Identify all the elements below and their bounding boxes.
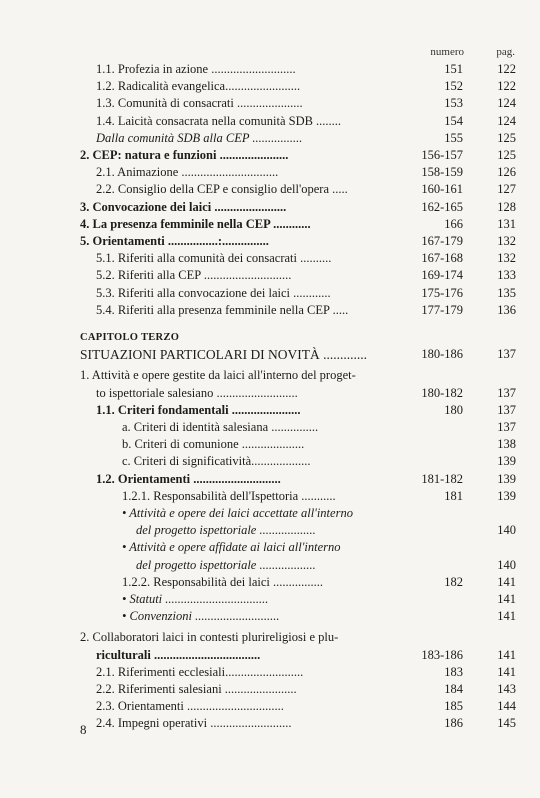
toc-entry-page: 137 [497, 385, 516, 400]
toc-row [0, 697, 540, 716]
toc-row [0, 384, 540, 403]
toc-entry-page: 132 [497, 251, 516, 266]
toc-entry-numero: 166 [444, 216, 463, 231]
toc-entry-title: • Attività e opere dei laici accettate all'interno [122, 506, 353, 520]
toc-entry-numero: 169-174 [421, 268, 463, 283]
toc-entry-page: 141 [497, 574, 516, 589]
toc-entry-numero: 160-161 [421, 182, 463, 197]
toc-row [0, 328, 540, 347]
toc-entry-page: 137 [497, 420, 516, 434]
toc-entry-title: 2.3. Orientamenti ............................... [96, 699, 284, 714]
toc-row [0, 628, 540, 647]
toc-row [0, 77, 540, 96]
toc-entry-numero: 153 [444, 96, 463, 111]
toc-entry-page: 133 [497, 268, 516, 283]
toc-entry-title: 2. Collaboratori laici in contesti plurireligiosi e plu- [80, 630, 339, 645]
toc-row [0, 232, 540, 251]
toc-entry-page: 122 [497, 62, 516, 76]
toc-entry-page: 144 [497, 699, 516, 714]
toc-entry-title: a. Criteri di identità salesiana ............... [122, 420, 319, 434]
toc-entry-numero: 181 [444, 488, 463, 503]
page-number: 8 [80, 722, 87, 737]
toc-entry-numero: 158-159 [421, 165, 463, 180]
toc-row [0, 301, 540, 320]
toc-entry-title: 1.1. Criteri fondamentali ...................... [96, 402, 301, 417]
toc-entry-page: 125 [497, 130, 516, 145]
toc-entry-page: 127 [497, 182, 516, 197]
toc-entry-numero: 180 [444, 402, 463, 417]
toc-entry-numero: 184 [444, 682, 463, 696]
toc-row [0, 163, 540, 182]
toc-entry-title: 5.3. Riferiti alla convocazione dei laici ............ [96, 285, 331, 300]
toc-entry-page: 141 [497, 647, 516, 662]
toc-row [0, 345, 540, 364]
toc-row [0, 284, 540, 303]
toc-entry-numero: 183-186 [421, 647, 463, 662]
toc-entry-numero: 151 [444, 62, 463, 76]
toc-entry-page: 139 [497, 488, 516, 503]
toc-entry-numero: 167-179 [421, 234, 463, 248]
toc-entry-title: riculturali .................................. [96, 647, 261, 662]
toc-entry-page: 140 [497, 523, 516, 538]
toc-row [0, 215, 540, 234]
toc-entry-numero: 183 [444, 664, 463, 679]
toc-entry-title: 2.2. Consiglio della CEP e consiglio dell'opera ..... [96, 182, 348, 197]
toc-entry-numero: 175-176 [421, 285, 463, 300]
toc-entry-title: 5.2. Riferiti alla CEP ............................ [96, 268, 292, 283]
toc-entry-title: 1.2. Orientamenti ............................ [96, 471, 281, 486]
toc-row [0, 401, 540, 420]
toc-row [0, 180, 540, 199]
toc-entry-page: 125 [497, 148, 516, 162]
toc-row [0, 538, 540, 557]
toc-entry-title: to ispettoriale salesiano .......................... [96, 385, 298, 400]
toc-entry-numero: 154 [444, 113, 463, 128]
toc-entry-title: 2.1. Riferimenti ecclesiali......................... [96, 664, 304, 679]
toc-entry-page: 138 [497, 437, 516, 452]
toc-entry-page: 137 [497, 402, 516, 417]
toc-entry-title: 2.4. Impegni operativi .......................... [96, 716, 292, 731]
toc-row [0, 146, 540, 165]
toc-entry-page: 141 [497, 609, 516, 624]
toc-row [0, 366, 540, 385]
toc-entry-page: 141 [497, 592, 516, 606]
toc-entry-page: 140 [497, 557, 516, 572]
toc-entry-title: 1.2.1. Responsabilità dell'Ispettoria ........... [122, 488, 336, 503]
toc-row [0, 435, 540, 454]
toc-entry-title: 1. Attività e opere gestite da laici all'interno del proget- [80, 368, 356, 383]
toc-row [0, 60, 540, 79]
toc-entry-title: del progetto ispettoriale .................. [136, 557, 316, 572]
toc-entry-title: 5.1. Riferiti alla comunità dei consacrati .......... [96, 251, 332, 266]
toc-entry-page: 136 [497, 302, 516, 317]
toc-entry-numero: 181-182 [421, 471, 463, 486]
toc-entry-title: Dalla comunità SDB alla CEP ................ [96, 130, 303, 145]
toc-entry-page: 132 [497, 234, 516, 248]
toc-row [0, 607, 540, 626]
toc-entry-page: 126 [497, 165, 516, 180]
toc-entry-page: 124 [497, 113, 516, 128]
toc-entry-title: 5. Orientamenti ................:............... [80, 234, 269, 248]
toc-entry-title: • Convenzioni ........................... [122, 609, 280, 624]
toc-entry-title: 2. CEP: natura e funzioni ...................... [80, 148, 289, 162]
toc-row [0, 504, 540, 523]
toc-entry-title: • Statuti ................................. [122, 592, 269, 606]
toc-entry-page: 135 [497, 285, 516, 300]
toc-entry-page: 139 [497, 471, 516, 486]
toc-entry-page: 143 [497, 682, 516, 696]
toc-row [0, 663, 540, 682]
toc-entry-title: 1.1. Profezia in azione ........................... [96, 62, 296, 76]
toc-entry-page: 137 [497, 347, 516, 362]
toc-row [0, 646, 540, 665]
toc-row [0, 556, 540, 575]
column-header-pag: pag. [496, 46, 515, 58]
toc-entry-title: b. Criteri di comunione .................... [122, 437, 305, 452]
toc-row [0, 452, 540, 471]
toc-entry-page: 128 [497, 199, 516, 214]
toc-entry-numero: 177-179 [421, 302, 463, 317]
toc-entry-numero: 155 [444, 130, 463, 145]
toc-entry-title: 5.4. Riferiti alla presenza femminile nella CEP ..... [96, 302, 349, 317]
toc-entry-page: 139 [497, 454, 516, 469]
toc-entry-title: CAPITOLO TERZO [80, 332, 180, 343]
toc-row [0, 266, 540, 285]
toc-row [0, 418, 540, 437]
toc-row [0, 680, 540, 699]
column-header-numero: numero [430, 46, 464, 58]
toc-entry-title: 1.3. Comunità di consacrati ..................... [96, 96, 303, 111]
toc-row [0, 198, 540, 217]
toc-entry-title: 1.2.2. Responsabilità dei laici ................ [122, 574, 324, 589]
toc-entry-page: 122 [497, 79, 516, 94]
toc-entry-numero: 180-182 [421, 385, 463, 400]
toc-entry-title: • Attività e opere affidate ai laici all'interno [122, 540, 341, 555]
toc-entry-page: 124 [497, 96, 516, 111]
toc-row [0, 112, 540, 131]
toc-entry-title: 3. Convocazione dei laici ....................... [80, 199, 287, 214]
toc-row [0, 470, 540, 489]
toc-entry-numero: 180-186 [421, 347, 463, 362]
toc-row [0, 129, 540, 148]
toc-row [0, 590, 540, 609]
toc-row [0, 249, 540, 268]
toc-entry-numero: 162-165 [421, 199, 463, 214]
toc-entry-title: 2.2. Riferimenti salesiani ....................... [96, 682, 297, 696]
toc-entry-title: del progetto ispettoriale .................. [136, 523, 316, 538]
toc-entry-page: 145 [497, 716, 516, 731]
toc-entry-page: 131 [497, 216, 516, 231]
toc-row [0, 521, 540, 540]
toc-entry-numero: 185 [444, 699, 463, 714]
toc-row [0, 487, 540, 506]
toc-entry-numero: 156-157 [421, 148, 463, 162]
toc-entry-title: 1.4. Laicità consacrata nella comunità SDB ........ [96, 113, 342, 128]
toc-entry-numero: 167-168 [421, 251, 463, 266]
toc-entry-title: 4. La presenza femminile nella CEP ............ [80, 216, 311, 231]
toc-entry-title: 2.1. Animazione ............................... [96, 165, 279, 180]
toc-entry-numero: 152 [444, 79, 463, 94]
toc-row [0, 94, 540, 113]
toc-entry-numero: 182 [444, 574, 463, 589]
toc-entry-title: c. Criteri di significatività................... [122, 454, 311, 469]
toc-entry-title: SITUAZIONI PARTICOLARI DI NOVITÀ ............. [80, 347, 368, 363]
toc-entry-page: 141 [497, 664, 516, 679]
toc-entry-title: 1.2. Radicalità evangelica........................ [96, 79, 301, 94]
toc-entry-numero: 186 [444, 716, 463, 731]
toc-row [0, 573, 540, 592]
